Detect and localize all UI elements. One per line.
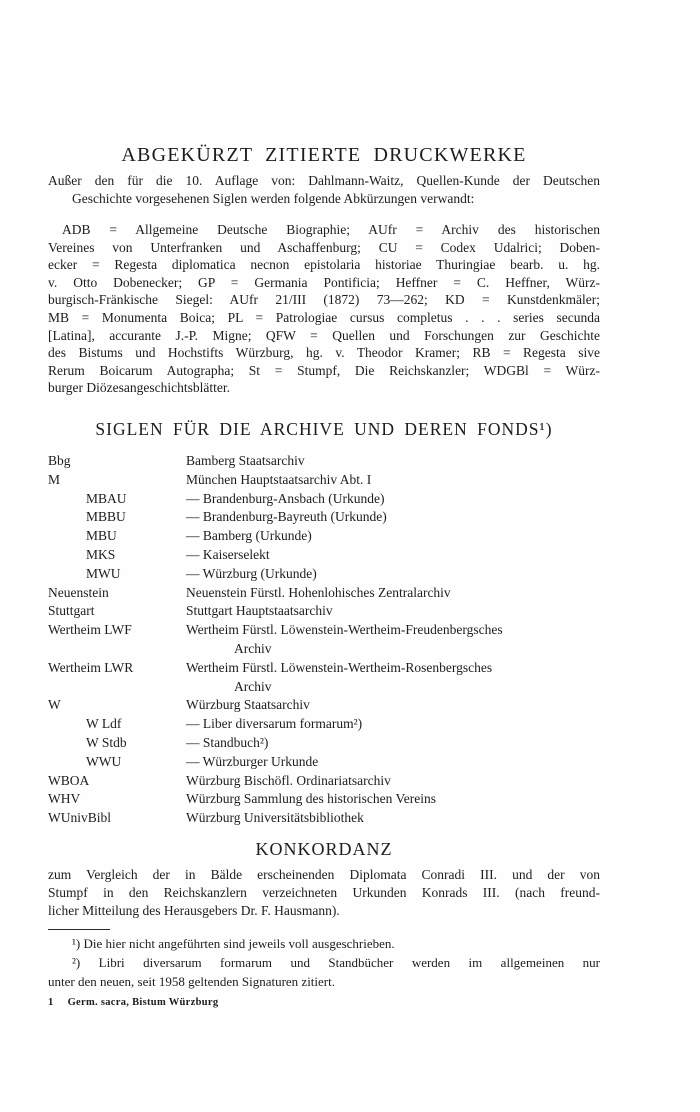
table-row [48, 546, 600, 565]
sigle-description-continuation: Archiv [234, 678, 272, 694]
signature-number: 1 [48, 997, 54, 1008]
table-row [48, 772, 600, 791]
konkordanz-section-heading: KONKORDANZ [255, 839, 393, 859]
table-row [48, 490, 600, 509]
sigle-description: Würzburg Bischöfl. Ordinariatsarchiv [186, 772, 391, 788]
sigle-description: Würzburg Universitätsbibliothek [186, 810, 364, 826]
text-line: des Bistums und Hochstifts Würzburg, hg. v. Theodor Kramer; RB = Regesta sive [48, 345, 600, 361]
page-title: ABGEKÜRZT ZITIERTE DRUCKWERKE [121, 144, 527, 166]
sigle-description: — Würzburg (Urkunde) [186, 565, 317, 581]
siglen-section-heading: SIGLEN FÜR DIE ARCHIVE UND DEREN FONDS¹) [95, 419, 553, 439]
table-row [48, 584, 600, 603]
text-line: licher Mitteilung des Herausgebers Dr. F. Hausmann). [48, 903, 340, 919]
table-row [48, 809, 600, 828]
text-line: Vereines von Unterfranken und Aschaffenburg; CU = Codex Udalrici; Doben- [48, 239, 600, 255]
table-row [48, 527, 600, 546]
sigle-term: W Ldf [86, 716, 122, 732]
sigle-term: WUnivBibl [48, 810, 111, 826]
sigle-term: Neuenstein [48, 584, 109, 600]
sigle-description: — Brandenburg-Bayreuth (Urkunde) [186, 509, 387, 525]
sigle-description: München Hauptstaatsarchiv Abt. I [186, 471, 372, 487]
printer-signature [48, 997, 600, 1008]
sigle-description: Würzburg Sammlung des historischen Vereins [186, 791, 436, 807]
sigle-term: W Stdb [86, 734, 127, 750]
table-row [48, 565, 600, 584]
sigle-term: Wertheim LWF [48, 622, 132, 638]
sigle-term: MKS [86, 546, 116, 562]
sigle-description: Stuttgart Hauptstaatsarchiv [186, 603, 333, 619]
table-row [48, 621, 600, 640]
sigle-description: — Bamberg (Urkunde) [186, 528, 312, 544]
table-row [48, 452, 600, 471]
table-row [48, 790, 600, 809]
sigle-description: Neuenstein Fürstl. Hohenlohisches Zentralarchiv [186, 584, 451, 600]
text-line: Geschichte vorgesehenen Siglen werden folgende Abkürzungen verwandt: [72, 190, 475, 206]
sigle-description-continuation: Archiv [234, 640, 272, 656]
footnotes [48, 934, 600, 992]
text-line: ²) Libri diversarum formarum und Standbücher werden im allgemeinen nur [72, 955, 600, 971]
sigle-term-empty [48, 678, 186, 697]
table-row [48, 715, 600, 734]
sigle-term: MWU [86, 565, 121, 581]
text-line: ADB = Allgemeine Deutsche Biographie; AUfr = Archiv des historischen [62, 222, 600, 237]
table-row [48, 659, 600, 678]
sigle-description: Wertheim Fürstl. Löwenstein-Wertheim-Rosenbergsches [186, 659, 493, 675]
abbreviations-paragraph [48, 221, 600, 397]
table-row-continuation [48, 678, 600, 697]
footnote-separator [48, 929, 110, 930]
sigle-term: MBBU [86, 509, 126, 525]
sigle-term: WBOA [48, 772, 90, 788]
footnote [48, 934, 600, 953]
text-line: ecker = Regesta diplomatica necnon epistolaria historiae Thuringiae bearb. u. hg. [48, 257, 600, 273]
sigle-description: — Würzburger Urkunde [186, 753, 319, 769]
table-row [48, 508, 600, 527]
sigle-term: Bbg [48, 453, 71, 468]
signature-text: Germ. sacra, Bistum Würzburg [67, 997, 219, 1008]
sigle-term-empty [48, 640, 186, 659]
sigle-term: W [48, 697, 61, 713]
sigle-description: Bamberg Staatsarchiv [186, 453, 305, 468]
sigle-term: WWU [86, 753, 122, 769]
sigle-description: — Brandenburg-Ansbach (Urkunde) [186, 490, 385, 506]
table-row [48, 471, 600, 490]
sigle-term: WHV [48, 791, 81, 807]
text-line: Stumpf in den Reichskanzlern verzeichneten Urkunden Konrads III. (nach freund- [48, 885, 600, 901]
table-row [48, 696, 600, 715]
sigle-description: — Liber diversarum formarum²) [186, 716, 363, 732]
text-line: Rerum Boicarum Autographa; St = Stumpf, Die Reichskanzler; WDGBl = Würz- [48, 362, 600, 378]
text-line: MB = Monumenta Boica; PL = Patrologiae cursus completus . . . series secunda [48, 309, 600, 325]
text-line: burgisch-Fränkische Siegel: AUfr 21/III (1872) 73—262; KD = Kunstdenkmäler; [48, 292, 600, 308]
text-line: unter den neuen, seit 1958 geltenden Signaturen zitiert. [48, 974, 335, 990]
sigle-term: MBAU [86, 490, 127, 506]
sigle-description: — Kaiserselekt [186, 546, 270, 562]
sigle-term: MBU [86, 528, 117, 544]
intro-paragraph [48, 172, 600, 207]
sigle-description: Würzburg Staatsarchiv [186, 697, 310, 713]
text-line: v. Otto Dobenecker; GP = Germania Pontificia; Heffner = C. Heffner, Würz- [48, 274, 600, 290]
sigle-term: Wertheim LWR [48, 659, 134, 675]
table-row [48, 753, 600, 772]
siglen-table [48, 452, 600, 828]
text-line: ¹) Die hier nicht angeführten sind jeweils voll ausgeschrieben. [72, 936, 395, 951]
text-line: Außer den für die 10. Auflage von: Dahlmann-Waitz, Quellen-Kunde der Deutschen [48, 173, 600, 188]
sigle-description: Wertheim Fürstl. Löwenstein-Wertheim-Freudenbergsches [186, 622, 503, 638]
sigle-term: M [48, 471, 61, 487]
footnote [48, 953, 600, 991]
sigle-term: Stuttgart [48, 603, 95, 619]
table-row [48, 602, 600, 621]
table-row-continuation [48, 640, 600, 659]
konkordanz-paragraph [48, 866, 600, 921]
text-line: [Latina], accurante J.-P. Migne; QFW = Quellen und Forschungen zur Geschichte [48, 327, 600, 343]
text-line: zum Vergleich der in Bälde erscheinenden Diplomata Conradi III. und der von [48, 867, 600, 882]
sigle-description: — Standbuch²) [186, 734, 269, 750]
table-row [48, 734, 600, 753]
text-line: burger Diözesangeschichtsblätter. [48, 380, 230, 396]
